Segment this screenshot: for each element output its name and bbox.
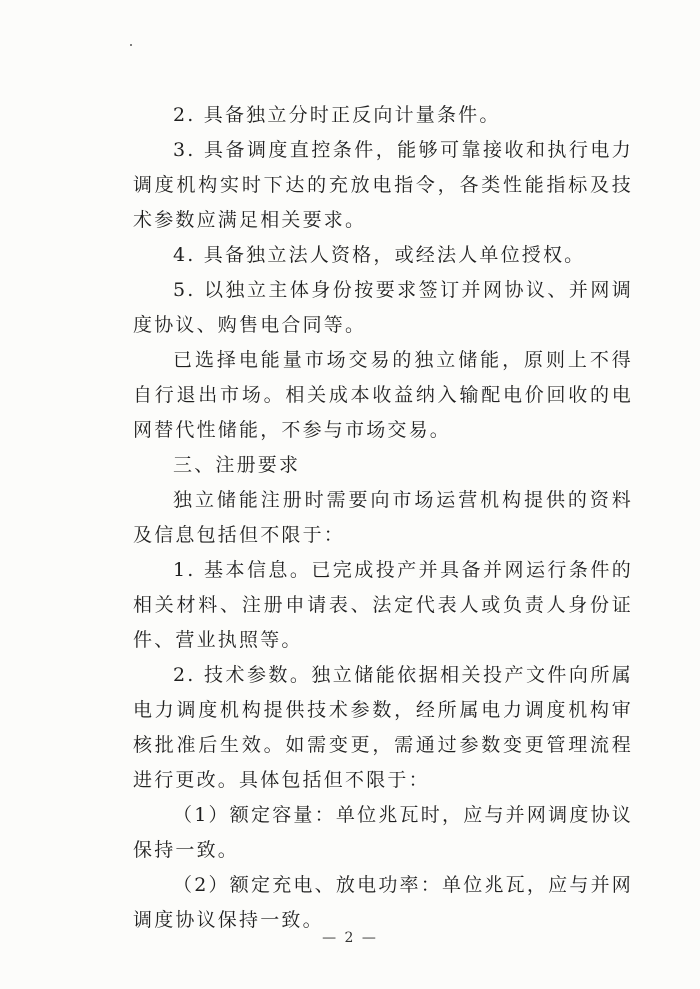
section-heading-registration: 三、注册要求 [173,454,301,476]
paragraph-market-exit: 已选择电能量市场交易的独立储能，原则上不得自行退出市场。相关成本收益纳入输配电价回收的电网替代性储能，不参与市场交易。 [133,349,633,441]
scan-speck [130,44,132,46]
paragraph-item-2: 2. 具备独立分时正反向计量条件。 [173,104,501,126]
paragraph-rated-power: （2）额定充电、放电功率：单位兆瓦，应与并网调度协议保持一致。 [133,874,633,931]
paragraph-registration-intro: 独立储能注册时需要向市场运营机构提供的资料及信息包括但不限于： [133,489,633,546]
paragraph-item-5: 5. 以独立主体身份按要求签订并网协议、并网调度协议、购售电合同等。 [133,279,633,336]
page-number: — 2 — [322,930,378,946]
paragraph-item-4: 4. 具备独立法人资格，或经法人单位授权。 [173,244,586,266]
document-body [133,98,633,938]
paragraph-basic-info: 1. 基本信息。已完成投产并具备并网运行条件的相关材料、注册申请表、法定代表人或负责人身份证件、营业执照等。 [133,559,633,651]
paragraph-rated-capacity: （1）额定容量：单位兆瓦时，应与并网调度协议保持一致。 [133,804,633,861]
paragraph-technical-params: 2. 技术参数。独立储能依据相关投产文件向所属电力调度机构提供技术参数，经所属电力调度机构审核批准后生效。如需变更，需通过参数变更管理流程进行更改。具体包括但不限于： [133,664,633,791]
paragraph-item-3: 3. 具备调度直控条件，能够可靠接收和执行电力调度机构实时下达的充放电指令，各类性能指标及技术参数应满足相关要求。 [133,139,633,231]
